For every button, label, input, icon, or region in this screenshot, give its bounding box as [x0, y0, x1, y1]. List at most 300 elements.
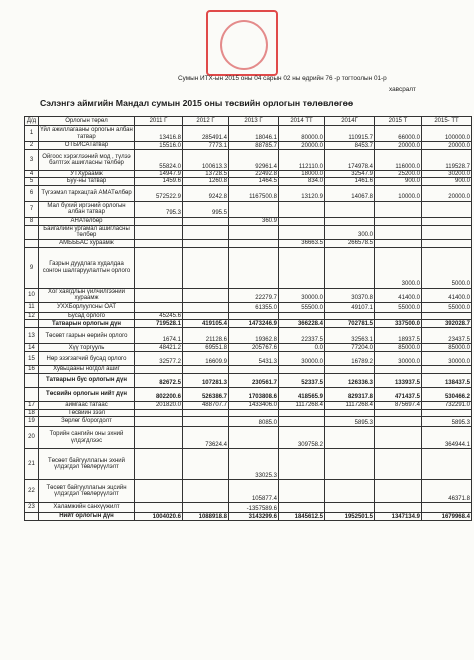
- table-row: [25, 387, 472, 401]
- row-label: Нөр эзэгзагчий бусад орлого: [39, 352, 135, 366]
- value-cell: 834.0: [279, 178, 325, 185]
- value-cell: [375, 409, 422, 416]
- value-cell: 25200.0: [375, 171, 422, 178]
- value-cell: 110915.7: [325, 126, 375, 142]
- row-label: Мал бүхий иргэний орлогын албан татвар: [39, 201, 135, 217]
- document-title: Сэлэнгэ аймгийн Мандал сумын 2015 оны төсвийн орлогын төлөвлөгөө: [40, 98, 354, 108]
- table-row: [25, 225, 472, 239]
- value-cell: [422, 239, 472, 247]
- value-cell: 85000.0: [422, 344, 472, 352]
- value-cell: [375, 201, 422, 217]
- value-cell: 0.0: [279, 344, 325, 352]
- value-cell: 33025.3: [229, 449, 279, 480]
- value-cell: [422, 503, 472, 513]
- table-body: [25, 126, 472, 521]
- value-cell: 77204.0: [325, 344, 375, 352]
- value-cell: 1004020.6: [135, 513, 183, 521]
- value-cell: 30000.0: [279, 288, 325, 302]
- appendix-label: хавсралт: [389, 86, 416, 93]
- value-cell: [183, 239, 229, 247]
- row-label: Бусад орлого: [39, 312, 135, 319]
- value-cell: [325, 480, 375, 503]
- value-cell: [135, 427, 183, 449]
- value-cell: 88785.7: [229, 142, 279, 150]
- value-cell: 36663.5: [279, 239, 325, 247]
- value-cell: 8085.0: [229, 417, 279, 427]
- value-cell: 20000.0: [422, 142, 472, 150]
- official-seal-stamp: [206, 10, 278, 76]
- table-row: [25, 126, 472, 142]
- value-cell: [135, 417, 183, 427]
- table-row: [25, 344, 472, 352]
- value-cell: 174978.4: [325, 150, 375, 171]
- row-index: 3: [25, 150, 39, 171]
- value-cell: 30000.0: [375, 352, 422, 366]
- value-cell: [325, 312, 375, 319]
- table-row: [25, 352, 472, 366]
- value-cell: 20000.0: [375, 142, 422, 150]
- value-cell: 30000.0: [279, 352, 325, 366]
- row-label: АМБЬБАС хураамж: [39, 239, 135, 247]
- value-cell: 802200.6: [135, 387, 183, 401]
- value-cell: 18046.1: [229, 126, 279, 142]
- value-cell: 366228.4: [279, 320, 325, 328]
- value-cell: 32577.2: [135, 352, 183, 366]
- value-cell: 702781.5: [325, 320, 375, 328]
- value-cell: 55000.0: [422, 302, 472, 312]
- row-label: Төсөвт газрын өөрийн орлого: [39, 328, 135, 344]
- value-cell: [183, 225, 229, 239]
- value-cell: 116000.0: [375, 150, 422, 171]
- value-cell: 48421.2: [135, 344, 183, 352]
- value-cell: 82672.5: [135, 373, 183, 387]
- value-cell: 112110.0: [279, 150, 325, 171]
- row-index: [25, 373, 39, 387]
- value-cell: [229, 427, 279, 449]
- row-index: [25, 239, 39, 247]
- value-cell: [183, 288, 229, 302]
- value-cell: [422, 312, 472, 319]
- value-cell: 20000.0: [279, 142, 325, 150]
- value-cell: 337500.0: [375, 320, 422, 328]
- table-row: [25, 302, 472, 312]
- value-cell: [375, 480, 422, 503]
- row-label: аймгаас татаас: [39, 401, 135, 409]
- row-label: Байгалийн ургамал ашигласны төлбөр: [39, 225, 135, 239]
- value-cell: 80000.0: [279, 126, 325, 142]
- value-cell: 1473246.9: [229, 320, 279, 328]
- value-cell: 16789.2: [325, 352, 375, 366]
- value-cell: 1845612.5: [279, 513, 325, 521]
- row-index: 19: [25, 417, 39, 427]
- value-cell: 1952501.5: [325, 513, 375, 521]
- value-cell: 364944.1: [422, 427, 472, 449]
- row-label: Төсөөт байгууллагын эхний үлдэгдэл төвлөрүүлэлт: [39, 449, 135, 480]
- table-row: [25, 288, 472, 302]
- table-row: [25, 366, 472, 373]
- value-cell: 7773.1: [183, 142, 229, 150]
- value-cell: 309758.2: [279, 427, 325, 449]
- table-row: [25, 427, 472, 449]
- value-cell: 526386.7: [183, 387, 229, 401]
- value-cell: 46371.8: [422, 480, 472, 503]
- value-cell: [325, 449, 375, 480]
- row-label: Төсвийн зээл: [39, 409, 135, 416]
- table-row: [25, 513, 472, 521]
- value-cell: 22337.5: [279, 328, 325, 344]
- value-cell: 995.5: [183, 201, 229, 217]
- row-index: [25, 225, 39, 239]
- value-cell: [375, 312, 422, 319]
- row-label: Газрын дуудлага худалдаа сонгон шалгаруулалтын орлого: [39, 247, 135, 288]
- value-cell: [279, 503, 325, 513]
- value-cell: 1459.6: [135, 178, 183, 185]
- value-cell: 829317.8: [325, 387, 375, 401]
- table-header-row: [25, 117, 472, 126]
- value-cell: [279, 247, 325, 288]
- row-index: 15: [25, 352, 39, 366]
- row-index: 16: [25, 366, 39, 373]
- col-header: 2014Г: [325, 117, 375, 126]
- value-cell: [135, 409, 183, 416]
- value-cell: [325, 409, 375, 416]
- row-label: Төсвийн орлогын нийт дүн: [39, 387, 135, 401]
- table-row: [25, 247, 472, 288]
- value-cell: [183, 449, 229, 480]
- value-cell: 1117268.4: [325, 401, 375, 409]
- row-label: Татварын орлогын дүн: [39, 320, 135, 328]
- value-cell: 1260.8: [183, 178, 229, 185]
- value-cell: 85000.0: [375, 344, 422, 352]
- row-label: Зөрлөг б/орогдолт: [39, 417, 135, 427]
- col-header: Д/д: [25, 117, 39, 126]
- col-header: 2014 ТТ: [279, 117, 325, 126]
- value-cell: 30000.0: [422, 352, 472, 366]
- row-index: 20: [25, 427, 39, 449]
- row-label: Хог хаягдлын үйлчилгээний хураамж: [39, 288, 135, 302]
- value-cell: 471437.5: [375, 387, 422, 401]
- table-row: [25, 449, 472, 480]
- value-cell: 10000.0: [375, 185, 422, 201]
- value-cell: 5431.3: [229, 352, 279, 366]
- col-header: 2015 Т: [375, 117, 422, 126]
- value-cell: [325, 201, 375, 217]
- value-cell: 41400.0: [422, 288, 472, 302]
- value-cell: 13416.8: [135, 126, 183, 142]
- value-cell: 1117268.4: [279, 401, 325, 409]
- table-row: [25, 185, 472, 201]
- value-cell: [375, 366, 422, 373]
- table-row: [25, 328, 472, 344]
- row-index: 8: [25, 217, 39, 225]
- value-cell: 1674.1: [135, 328, 183, 344]
- value-cell: 55000.0: [375, 302, 422, 312]
- value-cell: [375, 225, 422, 239]
- value-cell: 45245.6: [135, 312, 183, 319]
- value-cell: 18000.0: [279, 171, 325, 178]
- row-label: Хувьцааны ногдол ашиг: [39, 366, 135, 373]
- table-row: [25, 239, 472, 247]
- value-cell: [135, 225, 183, 239]
- value-cell: [279, 417, 325, 427]
- value-cell: 5000.0: [422, 247, 472, 288]
- value-cell: 32563.1: [325, 328, 375, 344]
- value-cell: [229, 239, 279, 247]
- row-label: Төсөвт байгууллагын эцсийн үлдэгдэл төвлөрүүлэлт: [39, 480, 135, 503]
- value-cell: 133937.5: [375, 373, 422, 387]
- value-cell: 230561.7: [229, 373, 279, 387]
- value-cell: [229, 366, 279, 373]
- value-cell: [422, 201, 472, 217]
- value-cell: 107281.3: [183, 373, 229, 387]
- value-cell: [135, 239, 183, 247]
- value-cell: [135, 503, 183, 513]
- row-index: 11: [25, 302, 39, 312]
- value-cell: 126336.3: [325, 373, 375, 387]
- value-cell: 8453.7: [325, 142, 375, 150]
- value-cell: 285491.4: [183, 126, 229, 142]
- value-cell: [422, 409, 472, 416]
- row-label: Халамжийн санхүүжилт: [39, 503, 135, 513]
- value-cell: 266578.5: [325, 239, 375, 247]
- value-cell: 41400.0: [375, 288, 422, 302]
- value-cell: [375, 503, 422, 513]
- row-index: 7: [25, 201, 39, 217]
- value-cell: 1347134.9: [375, 513, 422, 521]
- row-index: [25, 513, 39, 521]
- value-cell: 15516.0: [135, 142, 183, 150]
- value-cell: 69551.8: [183, 344, 229, 352]
- value-cell: [183, 409, 229, 416]
- value-cell: [229, 312, 279, 319]
- value-cell: [375, 449, 422, 480]
- value-cell: 119528.7: [422, 150, 472, 171]
- value-cell: [375, 427, 422, 449]
- value-cell: 300.0: [325, 225, 375, 239]
- value-cell: 1433406.0: [229, 401, 279, 409]
- value-cell: [375, 217, 422, 225]
- value-cell: 52337.5: [279, 373, 325, 387]
- value-cell: [183, 302, 229, 312]
- value-cell: [422, 225, 472, 239]
- col-header: 2012 Г: [183, 117, 229, 126]
- value-cell: 61355.0: [229, 302, 279, 312]
- row-index: 22: [25, 480, 39, 503]
- value-cell: [135, 302, 183, 312]
- value-cell: [422, 366, 472, 373]
- value-cell: [325, 503, 375, 513]
- row-index: 4: [25, 171, 39, 178]
- value-cell: [135, 217, 183, 225]
- value-cell: [279, 217, 325, 225]
- value-cell: [325, 217, 375, 225]
- row-index: [25, 387, 39, 401]
- value-cell: [183, 417, 229, 427]
- value-cell: 732291.0: [422, 401, 472, 409]
- col-header: 2015- ТТ: [422, 117, 472, 126]
- value-cell: 1464.5: [229, 178, 279, 185]
- table-row: [25, 171, 472, 178]
- value-cell: [279, 409, 325, 416]
- value-cell: 92961.4: [229, 150, 279, 171]
- value-cell: 419105.4: [183, 320, 229, 328]
- value-cell: [279, 225, 325, 239]
- value-cell: [375, 417, 422, 427]
- table-row: [25, 320, 472, 328]
- value-cell: [229, 201, 279, 217]
- table-row: [25, 150, 472, 171]
- row-index: 1: [25, 126, 39, 142]
- row-index: [25, 320, 39, 328]
- value-cell: 1167500.8: [229, 185, 279, 201]
- row-index: 14: [25, 344, 39, 352]
- value-cell: 1461.6: [325, 178, 375, 185]
- value-cell: 30200.0: [422, 171, 472, 178]
- value-cell: [183, 366, 229, 373]
- row-label: АНАтөлбөр: [39, 217, 135, 225]
- value-cell: [183, 247, 229, 288]
- row-index: 10: [25, 288, 39, 302]
- table-row: [25, 312, 472, 319]
- value-cell: 5895.3: [422, 417, 472, 427]
- value-cell: [325, 366, 375, 373]
- value-cell: 32547.9: [325, 171, 375, 178]
- col-header: Орлогын төрөл: [39, 117, 135, 126]
- value-cell: [375, 239, 422, 247]
- value-cell: 18937.5: [375, 328, 422, 344]
- row-label: ОТБИСАТатвар: [39, 142, 135, 150]
- table-row: [25, 201, 472, 217]
- table-row: [25, 178, 472, 185]
- row-label: Үйл ажиллагааны орлогын албан татвар: [40, 127, 133, 140]
- value-cell: [279, 449, 325, 480]
- resolution-reference: Сумын ИТХ-ын 2015 оны 04 сарын 02 ны өдрийн 76 -р тогтоолын 01-р: [178, 75, 387, 82]
- value-cell: 14067.8: [325, 185, 375, 201]
- value-cell: [325, 427, 375, 449]
- row-index: 12: [25, 312, 39, 319]
- value-cell: 360.9: [229, 217, 279, 225]
- value-cell: 3143299.6: [229, 513, 279, 521]
- value-cell: 73624.4: [183, 427, 229, 449]
- value-cell: 1088918.8: [183, 513, 229, 521]
- value-cell: 201820.0: [135, 401, 183, 409]
- value-cell: [135, 366, 183, 373]
- value-cell: [422, 449, 472, 480]
- value-cell: [422, 217, 472, 225]
- value-cell: 30370.8: [325, 288, 375, 302]
- value-cell: 100000.0: [422, 126, 472, 142]
- value-cell: 55500.0: [279, 302, 325, 312]
- value-cell: 14947.9: [135, 171, 183, 178]
- value-cell: 1679968.4: [422, 513, 472, 521]
- table-row: [25, 217, 472, 225]
- value-cell: 22279.7: [229, 288, 279, 302]
- value-cell: [183, 480, 229, 503]
- value-cell: 392028.7: [422, 320, 472, 328]
- value-cell: 13728.5: [183, 171, 229, 178]
- row-label: Торийн сангийн оны эхний үлдэгдлээс: [39, 427, 135, 449]
- value-cell: 13120.9: [279, 185, 325, 201]
- value-cell: 875697.4: [375, 401, 422, 409]
- value-cell: 105877.4: [229, 480, 279, 503]
- row-index: 9: [25, 247, 39, 288]
- row-index: 6: [25, 185, 39, 201]
- value-cell: 719528.1: [135, 320, 183, 328]
- row-label: Ойгоос хэрэглээний мод , түлээ бэлтгэх ашигласны төлбөр: [39, 150, 135, 171]
- row-label: Татварын бус орлогын дүн: [39, 373, 135, 387]
- value-cell: 55824.0: [135, 150, 183, 171]
- value-cell: 16609.9: [183, 352, 229, 366]
- value-cell: 138437.5: [422, 373, 472, 387]
- value-cell: [229, 409, 279, 416]
- value-cell: [135, 288, 183, 302]
- value-cell: 3000.0: [375, 247, 422, 288]
- value-cell: 900.0: [375, 178, 422, 185]
- row-label: УХХБорлуулсны ОАТ: [39, 302, 135, 312]
- table-row: [25, 417, 472, 427]
- value-cell: [135, 247, 183, 288]
- table-row: [25, 480, 472, 503]
- value-cell: 205767.6: [229, 344, 279, 352]
- col-header: 2011 Г: [135, 117, 183, 126]
- col-header: 2013 Г: [229, 117, 279, 126]
- row-label: Буу-ны татвар: [39, 178, 135, 185]
- value-cell: 20000.0: [422, 185, 472, 201]
- value-cell: 418565.9: [279, 387, 325, 401]
- value-cell: 66000.0: [375, 126, 422, 142]
- value-cell: -1357589.6: [229, 503, 279, 513]
- value-cell: [279, 201, 325, 217]
- row-label: Хүү торгууль: [39, 344, 135, 352]
- value-cell: [325, 247, 375, 288]
- value-cell: 22492.8: [229, 171, 279, 178]
- value-cell: [183, 217, 229, 225]
- row-index: 2: [25, 142, 39, 150]
- value-cell: 19362.8: [229, 328, 279, 344]
- value-cell: [135, 449, 183, 480]
- revenue-plan-table: [24, 116, 472, 521]
- value-cell: 5895.3: [325, 417, 375, 427]
- value-cell: [229, 225, 279, 239]
- value-cell: 488707.7: [183, 401, 229, 409]
- value-cell: 21128.6: [183, 328, 229, 344]
- value-cell: [135, 480, 183, 503]
- value-cell: [279, 312, 325, 319]
- table-row: [25, 503, 472, 513]
- value-cell: 100613.3: [183, 150, 229, 171]
- value-cell: 530466.2: [422, 387, 472, 401]
- row-index: 18: [25, 409, 39, 416]
- row-label: Түгээмэл тархацтай АМАТөлбөр: [39, 185, 135, 201]
- table-row: [25, 373, 472, 387]
- value-cell: 900.0: [422, 178, 472, 185]
- value-cell: [279, 480, 325, 503]
- value-cell: [229, 247, 279, 288]
- value-cell: [183, 503, 229, 513]
- table-row: [25, 401, 472, 409]
- value-cell: 49107.1: [325, 302, 375, 312]
- row-index: 17: [25, 401, 39, 409]
- value-cell: 1703808.6: [229, 387, 279, 401]
- row-index: 21: [25, 449, 39, 480]
- value-cell: 23437.5: [422, 328, 472, 344]
- row-index: 5: [25, 178, 39, 185]
- row-index: 23: [25, 503, 39, 513]
- value-cell: [279, 366, 325, 373]
- value-cell: [183, 312, 229, 319]
- row-label: Нийт орлогын дүн: [39, 513, 135, 521]
- value-cell: 9242.8: [183, 185, 229, 201]
